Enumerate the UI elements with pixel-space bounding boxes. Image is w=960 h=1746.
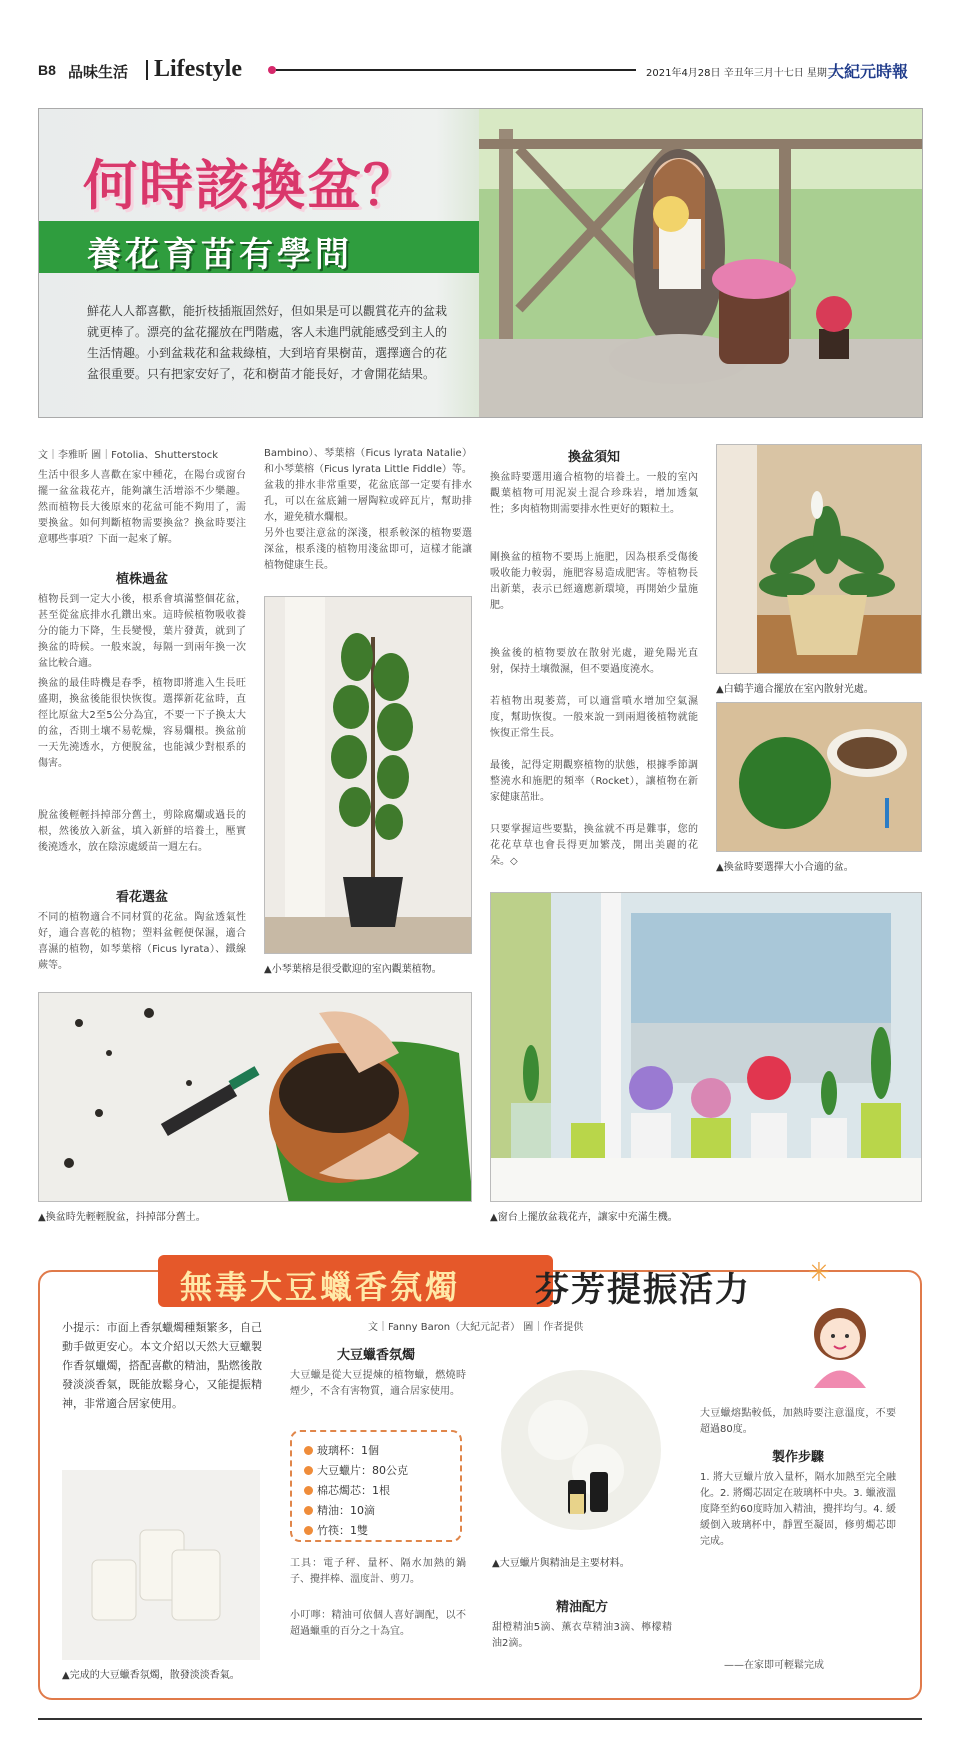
article-paragraph: 盆栽的排水非常重要，花盆底部一定要有排水孔，可以在盆底鋪一層陶粒或碎瓦片，幫助排水，避免積水爛根。	[264, 480, 472, 523]
steps-title: 製作步驟	[771, 1450, 824, 1465]
subheading: 看花選盆	[115, 890, 168, 905]
subheading: 植株過盆	[115, 572, 168, 587]
windowsill-plants-photo	[490, 892, 922, 1202]
hero-banner	[38, 108, 923, 418]
material-item: 棉芯燭芯：1根	[304, 1482, 390, 1498]
repotting-photo	[716, 702, 922, 852]
image-caption: ▲小琴葉榕是很受歡迎的室內觀葉植物。	[264, 964, 442, 975]
material-item: 竹筷：1雙	[304, 1522, 368, 1538]
section-label: Lifestyle	[154, 56, 242, 82]
section-name: 品味生活	[68, 63, 129, 81]
repotting-hands-image	[39, 993, 472, 1202]
candle-subtitle: 芬芳提振活力	[535, 1270, 751, 1310]
material-item: 大豆蠟片：80公克	[304, 1462, 408, 1478]
repotting-image	[717, 703, 922, 852]
page-number: B8	[38, 62, 56, 78]
header-rule	[276, 69, 636, 71]
repotting-hands-photo	[38, 992, 472, 1202]
candles-photo	[62, 1470, 260, 1660]
sparkle-icon: ✳	[808, 1258, 830, 1288]
page-header	[38, 58, 922, 86]
image-caption: ▲白鶴芋適合擺放在室內散射光處。	[716, 684, 874, 695]
recipe-tools: 工具：電子秤、量杯、隔水加熱的鍋子、攪拌棒、溫度計、剪刀。	[290, 1558, 466, 1585]
subheading: 換盆須知	[567, 450, 620, 465]
image-caption: ▲大豆蠟片與精油是主要材料。	[492, 1558, 630, 1569]
image-caption: ▲窗台上擺放盆栽花卉，讓家中充滿生機。	[490, 1212, 678, 1223]
candles-image	[62, 1470, 260, 1660]
blend-text: 甜橙精油5滴、薰衣草精油3滴、檸檬精油2滴。	[492, 1622, 672, 1649]
hero-intro: 鮮花人人都喜歡，能折枝插瓶固然好，但如果是可以觀賞花卉的盆栽就更棒了。漂亮的盆花擺放在門階處，客人未進門就能感受到主人的生活情趣。小到盆栽花和盆栽綠植，大到培育果樹苗，選擇適合的花盆很重要。只有把家安好了，花和樹苗才能長好，才會開花結果。	[87, 304, 448, 381]
material-item: 精油：10滴	[304, 1502, 375, 1518]
fiddle-leaf-fig-image	[265, 597, 472, 954]
image-caption: ▲換盆時要選擇大小合適的盆。	[716, 862, 854, 873]
header-divider	[146, 60, 148, 80]
hero-subtitle: 養花育苗有學問	[87, 235, 353, 275]
fiddle-leaf-fig-photo	[264, 596, 472, 954]
article-paragraph: 只要掌握這些要點，換盆就不再是難事，您的花花草草也會長得更加繁茂，開出美麗的花朵。◇	[490, 824, 698, 867]
candle-title: 無毒大豆蠟香氛燭	[180, 1268, 461, 1306]
recipe-tip: 小叮嚀：精油可依個人喜好調配，以不超過蠟重的百分之十為宜。	[290, 1610, 466, 1637]
blend-title: 精油配方	[555, 1600, 608, 1615]
issue-date: 2021年4月28日 辛丑年三月十七日 星期三	[646, 68, 837, 79]
peace-lily-image	[717, 445, 922, 674]
steps-text: 1. 將大豆蠟片放入量杯，隔水加熱至完全融化。2. 將燭芯固定在玻璃杯中央。3. 蠟液溫度降至約60度時加入精油，攪拌均勻。4. 緩緩倒入玻璃杯中，靜置至凝固，修剪燭芯即完成。	[700, 1472, 896, 1547]
article-paragraph: 若植物出現萎蔫，可以適當噴水增加空氣濕度，幫助恢復。一般來說一到兩週後植物就能恢復正常生長。	[490, 696, 698, 739]
header-dot	[268, 66, 276, 74]
article-paragraph: 剛換盆的植物不要馬上施肥，因為根系受傷後吸收能力較弱，施肥容易造成肥害。等植物長出新葉，表示已經適應新環境，再開始少量施肥。	[490, 552, 698, 611]
article-paragraph: 換盆時要選用適合植物的培養土。一般的室內觀葉植物可用泥炭土混合珍珠岩，增加透氣性；多肉植物則需要排水性更好的顆粒土。	[490, 472, 698, 515]
article-paragraph: 植物長到一定大小後，根系會填滿整個花盆，甚至從盆底排水孔鑽出來。這時候植物吸收養分的能力下降，生長變慢，葉片發黃，就到了換盆的時候。一般來說，每隔一到兩年換一次盆比較合適。	[38, 594, 246, 669]
image-caption: ▲完成的大豆蠟香氛燭，散發淡淡香氣。	[62, 1670, 240, 1681]
page-bottom-rule	[38, 1718, 922, 1720]
newspaper-logo: 大紀元時報	[828, 62, 909, 81]
material-item: 玻璃杯：1個	[304, 1442, 379, 1458]
hero-title: 何時該換盆？	[83, 153, 419, 217]
article-paragraph: 最後，記得定期觀察植物的狀態，根據季節調整澆水和施肥的頻率（Rocket），讓植物在新家健康茁壯。	[490, 760, 698, 803]
right-intro: 大豆蠟熔點較低，加熱時要注意溫度，不要超過80度。	[700, 1408, 896, 1435]
cartoon-girl-icon	[800, 1298, 880, 1388]
article-credit: 文｜李雅昕 圖｜Fotolia、Shutterstock	[38, 450, 219, 461]
soy-wax-image	[488, 1360, 674, 1548]
windowsill-plants-image	[491, 893, 922, 1202]
hero-photo	[479, 109, 923, 418]
article-paragraph: 不同的植物適合不同材質的花盆。陶盆透氣性好，適合喜乾的植物；塑料盆輕便保濕，適合喜濕的植物，如琴葉榕（Ficus lyrata）、鐵線蕨等。	[38, 912, 246, 971]
article-paragraph: 生活中很多人喜歡在家中種花，在陽台或窗台擺一盆盆栽花卉，能夠讓生活增添不少樂趣。然而植物長大後原來的花盆可能不夠用了，需要換盆。如何判斷植物需要換盆？換盆時要注意哪些事項？下面一起來了解。	[38, 470, 246, 545]
peace-lily-photo	[716, 444, 922, 674]
candle-intro: 小提示：市面上香氛蠟燭種類繁多，自己動手做更安心。本文介紹以天然大豆蠟製作香氛蠟燭，搭配喜歡的精油，點燃後散發淡淡香氣，既能放鬆身心，又能提振精神，非常適合居家使用。	[62, 1321, 262, 1410]
article-paragraph: 換盆後的植物要放在散射光處，避免陽光直射，保持土壤微濕，但不要過度澆水。	[490, 648, 698, 675]
recipe-intro: 大豆蠟是從大豆提煉的植物蠟，燃燒時煙少，不含有害物質，適合居家使用。	[290, 1370, 466, 1397]
candle-credit: 文｜Fanny Baron（大紀元記者） 圖｜作者提供	[368, 1322, 584, 1333]
article-paragraph: 換盆的最佳時機是春季，植物即將進入生長旺盛期，換盆後能很快恢復。選擇新花盆時，直徑比原盆大2至5公分為宜，不要一下子換太大的盆，否則土壤不易乾燥，容易爛根。換盆前一天先澆透水，方便脫盆，也能減少對根系的傷害。	[38, 678, 246, 769]
soy-wax-photo	[488, 1360, 674, 1548]
article-paragraph: Bambino）、琴葉榕（Ficus lyrata Natalie）和小琴葉榕（Ficus lyrata Little Fiddle）等。	[264, 448, 472, 475]
image-caption: ▲換盆時先輕輕脫盆，抖掉部分舊土。	[38, 1212, 206, 1223]
article-paragraph: 另外也要注意盆的深淺，根系較深的植物要選深盆，根系淺的植物用淺盆即可，這樣才能讓植物健康生長。	[264, 528, 472, 571]
candle-note: ——在家即可輕鬆完成	[724, 1660, 824, 1671]
recipe-title: 大豆蠟香氛燭	[336, 1348, 415, 1363]
article-paragraph: 脫盆後輕輕抖掉部分舊土，剪除腐爛或過長的根，然後放入新盆，填入新鮮的培養土，壓實後澆透水，放在陰涼處緩苗一週左右。	[38, 810, 246, 853]
